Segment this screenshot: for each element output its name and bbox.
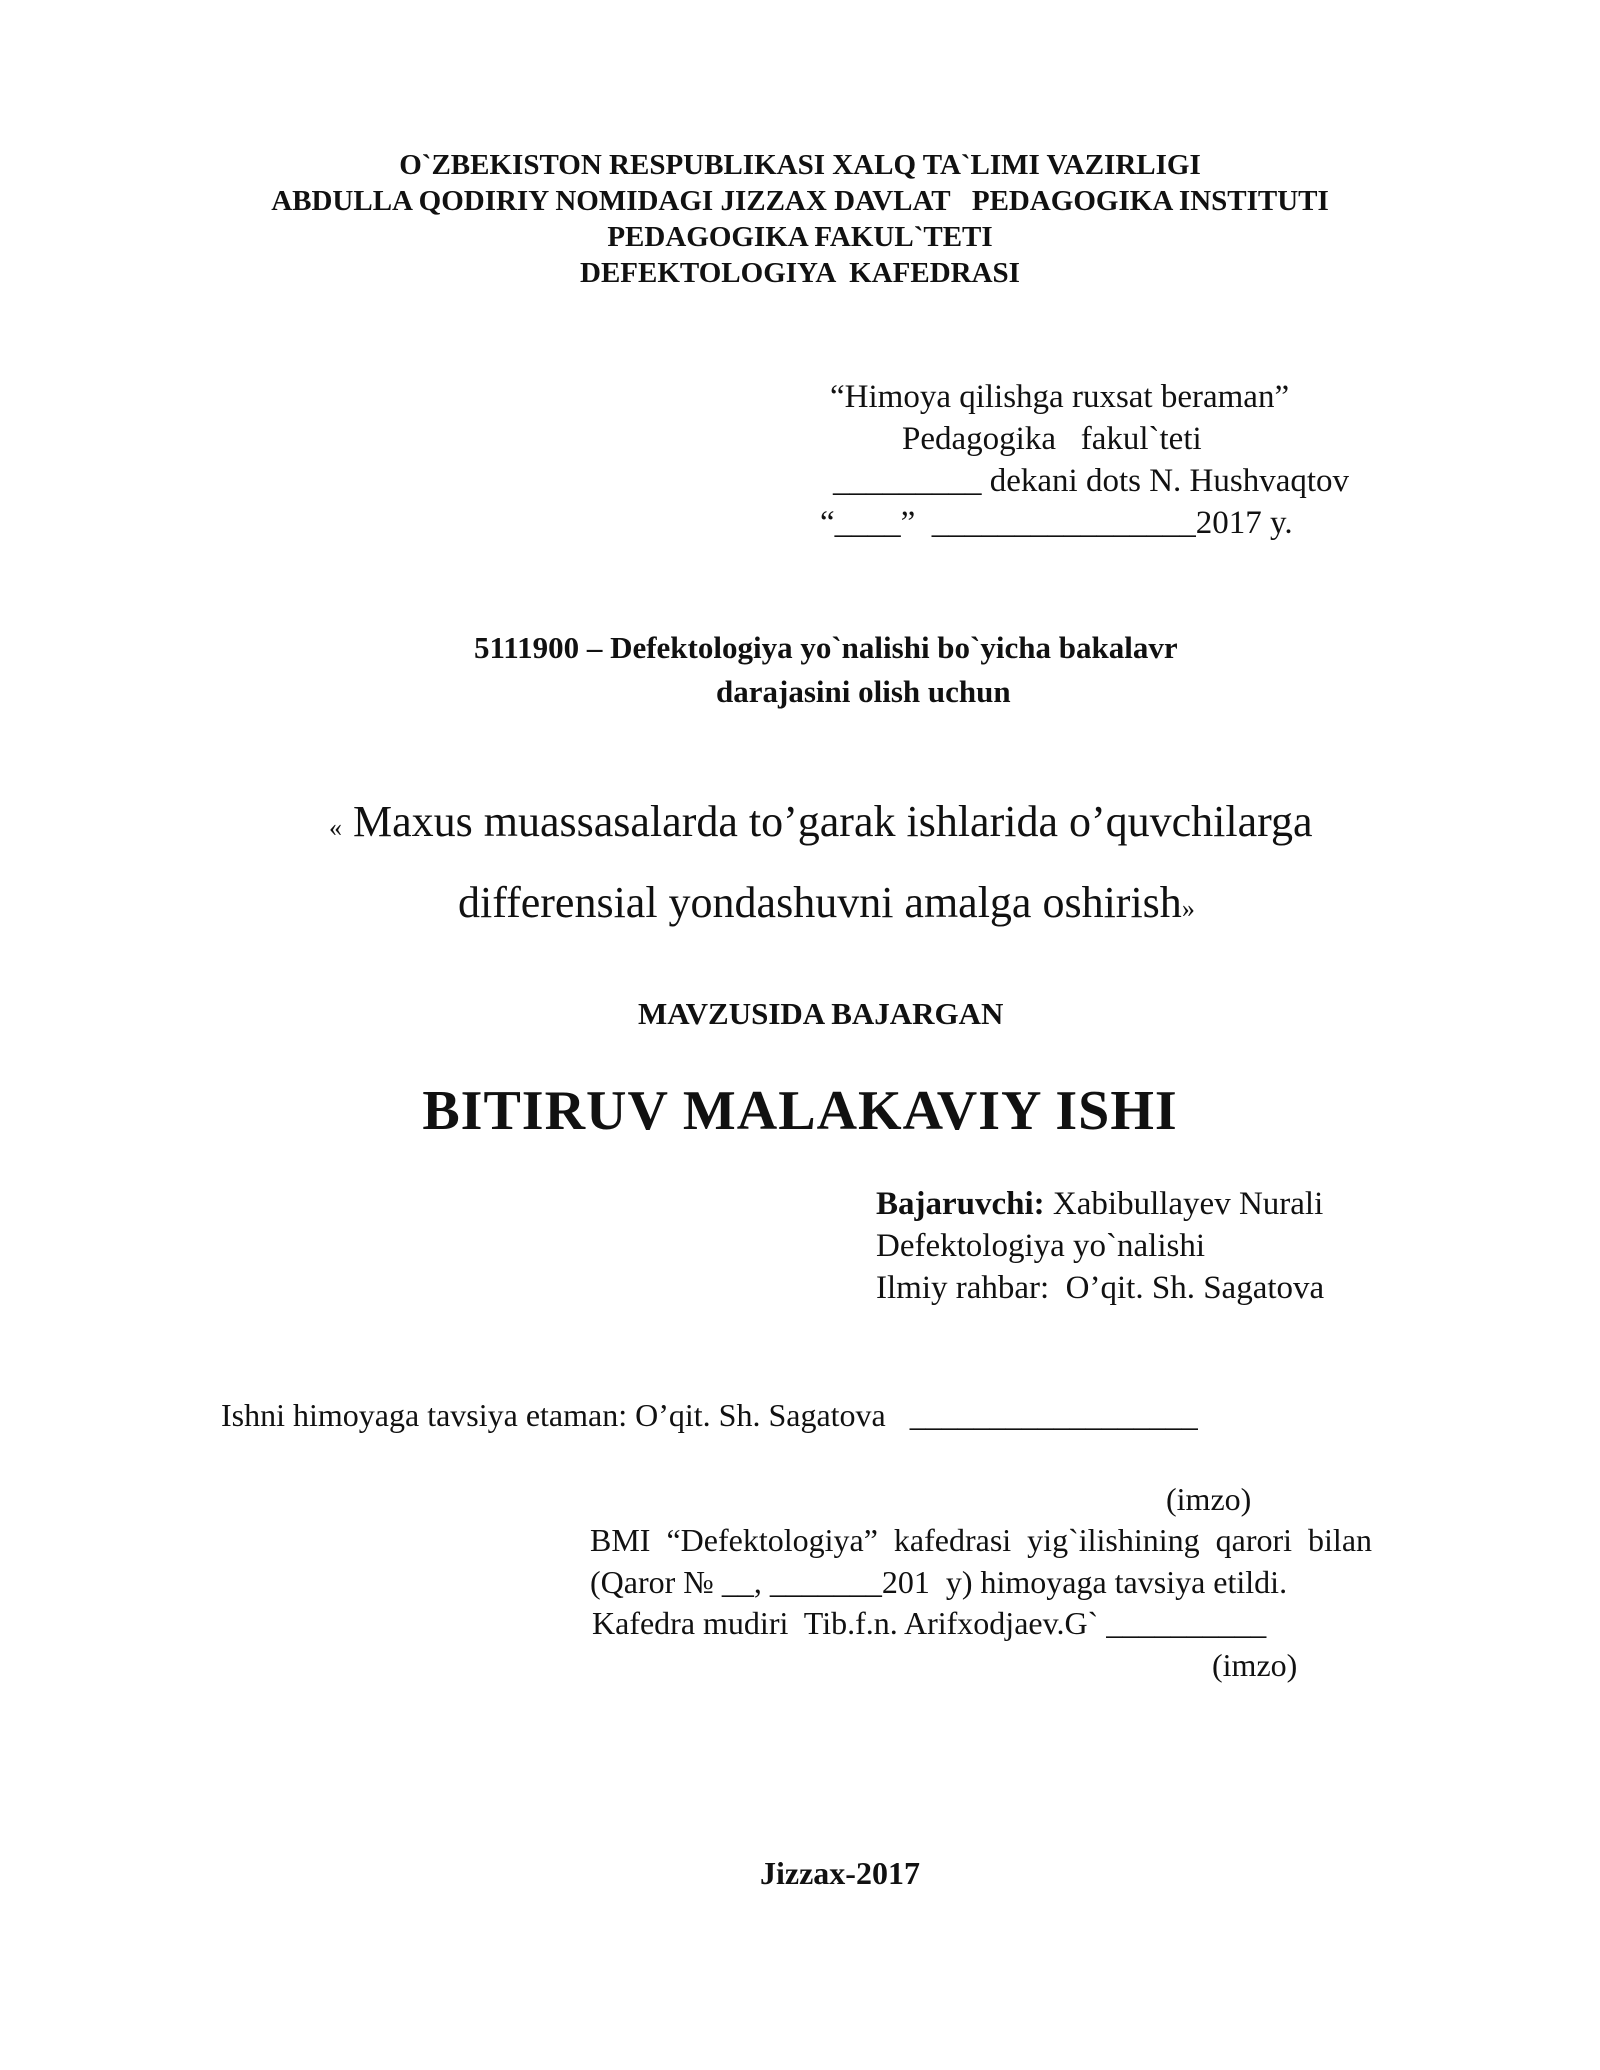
work-title: BITIRUV MALAKAVIY ISHI [422, 1080, 1178, 1142]
approval-date: “____” ________________2017 y. [820, 505, 1293, 541]
theme-line-1 [329, 797, 1313, 846]
theme-line-2 [458, 878, 1195, 927]
approval-dean: _________ dekani dots N. Hushvaqtov [833, 463, 1350, 499]
signature-label-1: (imzo) [1166, 1481, 1252, 1517]
close-guillemet: » [1181, 894, 1195, 923]
specialty-line-1: 5111900 – Defektologiya yo`nalishi bo`yicha bakalavr [474, 630, 1178, 665]
author-direction: Defektologiya yo`nalishi [876, 1228, 1206, 1264]
supervisor-line: Ilmiy rahbar: O’qit. Sh. Sagatova [876, 1270, 1325, 1306]
place-year: Jizzax-2017 [760, 1855, 920, 1891]
approval-faculty: Pedagogika fakul`teti [902, 421, 1202, 457]
approval-heading: “Himoya qilishga ruxsat beraman” [830, 379, 1290, 415]
faculty-title: PEDAGOGIKA FAKUL`TETI [607, 221, 993, 253]
department-head-line: Kafedra mudiri Tib.f.n. Arifxodjaev.G` __________ [592, 1605, 1267, 1641]
author-name: Xabibullayev Nurali [1044, 1186, 1324, 1222]
department-title: DEFEKTOLOGIYA KAFEDRASI [580, 257, 1020, 289]
theme-text-2: differensial yondashuvni amalga oshirish [458, 878, 1182, 927]
signature-label-2: (imzo) [1212, 1647, 1298, 1683]
theme-text-1: Maxus muassasalarda to’garak ishlarida o’quvchilarga [342, 797, 1313, 846]
ministry-title: O`ZBEKISTON RESPUBLIKASI XALQ TA`LIMI VAZIRLIGI [399, 149, 1201, 181]
recommendation-line: Ishni himoyaga tavsiya etaman: O’qit. Sh. Sagatova __________________ [221, 1397, 1198, 1433]
bmi-decision-line-2: (Qaror № __, _______201 y) himoyaga tavsiya etildi. [590, 1564, 1288, 1600]
institute-title: ABDULLA QODIRIY NOMIDAGI JIZZAX DAVLAT PEDAGOGIKA INSTITUTI [271, 185, 1329, 217]
author-label: Bajaruvchi: [876, 1186, 1045, 1222]
bmi-decision-line-1: BMI “Defektologiya” kafedrasi yig`ilishining qarori bilan [590, 1522, 1373, 1558]
open-guillemet: « [329, 813, 342, 842]
mavzusida-label: MAVZUSIDA BAJARGAN [638, 996, 1004, 1031]
specialty-line-2: darajasini olish uchun [716, 674, 1011, 709]
author-line [876, 1188, 1323, 1221]
